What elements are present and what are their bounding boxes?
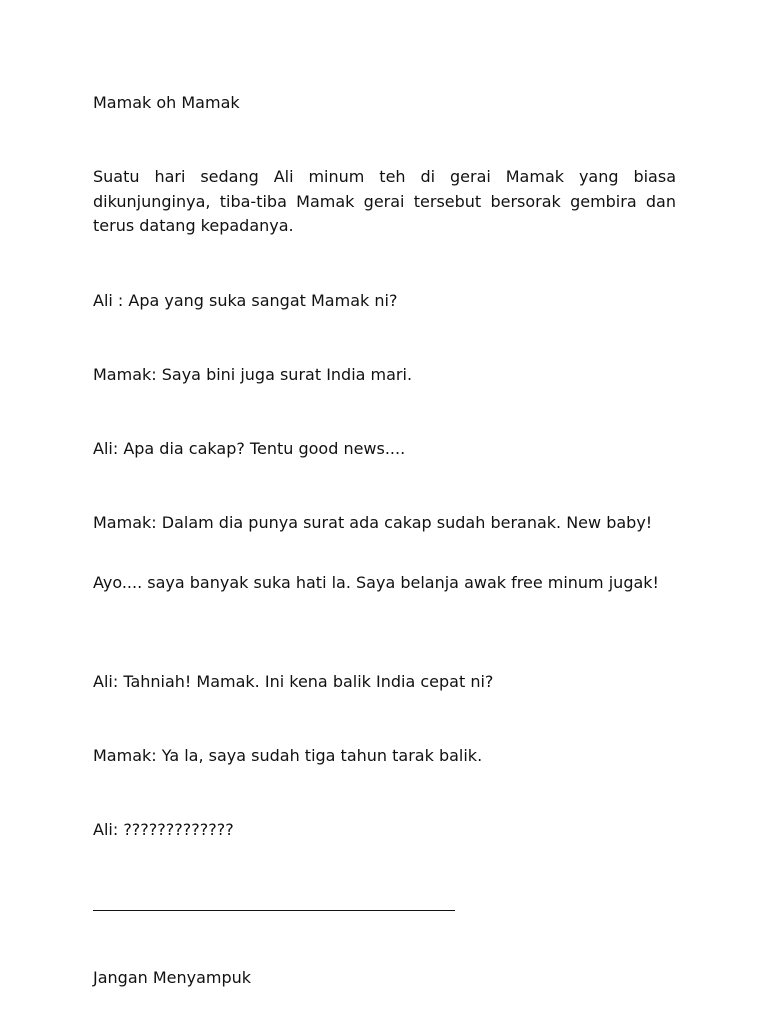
dialogue-line: Mamak: Ya la, saya sudah tiga tahun tarak balik. [93,746,483,765]
dialogue-line: Ayo.... saya banyak suka hati la. Saya belanja awak free minum jugak! [93,573,659,592]
document-page [93,0,676,1024]
dialogue-line: Ali : Apa yang suka sangat Mamak ni? [93,291,398,310]
dialogue-line: Mamak: Saya bini juga surat India mari. [93,365,413,384]
dialogue-line: Ali: Apa dia cakap? Tentu good news.... [93,439,406,458]
section-divider [93,910,455,911]
dialogue-line: Ali: ????????????? [93,820,234,839]
intro-paragraph: Suatu hari sedang Ali minum teh di gerai Mamak yang biasa dikunjunginya, tiba-tiba Mamak gerai tersebut bersorak gembira dan terus datang kepadanya. [93,167,676,235]
story-title: Mamak oh Mamak [93,93,240,112]
next-story-title: Jangan Menyampuk [93,968,252,987]
dialogue-line: Ali: Tahniah! Mamak. Ini kena balik India cepat ni? [93,672,494,691]
dialogue-line: Mamak: Dalam dia punya surat ada cakap sudah beranak. New baby! [93,513,653,532]
